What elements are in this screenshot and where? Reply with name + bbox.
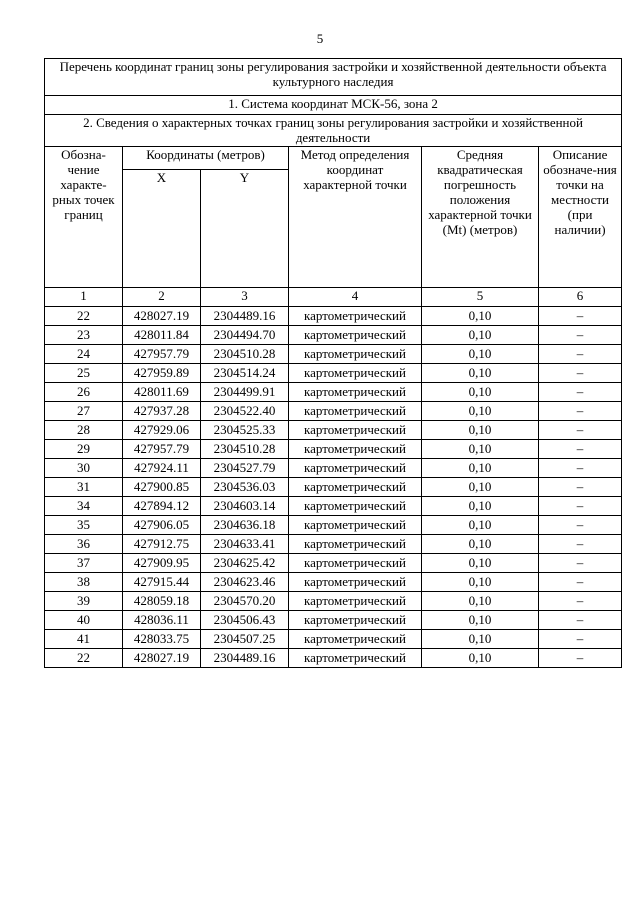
accuracy-cell: 0,10 xyxy=(422,402,539,421)
y-coordinate-cell: 2304625.42 xyxy=(201,554,289,573)
column-number: 1 xyxy=(45,288,123,307)
point-cell: 25 xyxy=(45,364,123,383)
accuracy-cell: 0,10 xyxy=(422,345,539,364)
x-coordinate-cell: 428027.19 xyxy=(123,307,201,326)
description-cell: – xyxy=(539,440,622,459)
header-point-designation: Обозна-чение характе-рных точек границ xyxy=(45,147,123,288)
x-coordinate-cell: 428059.18 xyxy=(123,592,201,611)
y-coordinate-cell: 2304510.28 xyxy=(201,440,289,459)
coordinate-system: 1. Система координат МСК-56, зона 2 xyxy=(45,96,622,115)
method-cell: картометрический xyxy=(289,440,422,459)
x-coordinate-cell: 427957.79 xyxy=(123,440,201,459)
method-cell: картометрический xyxy=(289,307,422,326)
accuracy-cell: 0,10 xyxy=(422,611,539,630)
method-cell: картометрический xyxy=(289,383,422,402)
x-coordinate-cell: 428011.69 xyxy=(123,383,201,402)
accuracy-cell: 0,10 xyxy=(422,649,539,668)
point-cell: 31 xyxy=(45,478,123,497)
coordinates-table xyxy=(44,58,622,668)
y-coordinate-cell: 2304633.41 xyxy=(201,535,289,554)
y-coordinate-cell: 2304536.03 xyxy=(201,478,289,497)
column-number: 6 xyxy=(539,288,622,307)
table-row xyxy=(45,630,622,649)
method-cell: картометрический xyxy=(289,478,422,497)
description-cell: – xyxy=(539,497,622,516)
table-row xyxy=(45,649,622,668)
description-cell: – xyxy=(539,326,622,345)
method-cell: картометрический xyxy=(289,459,422,478)
table-row xyxy=(45,402,622,421)
description-cell: – xyxy=(539,383,622,402)
table-row xyxy=(45,478,622,497)
description-cell: – xyxy=(539,535,622,554)
column-number: 2 xyxy=(123,288,201,307)
description-cell: – xyxy=(539,649,622,668)
y-coordinate-cell: 2304522.40 xyxy=(201,402,289,421)
y-coordinate-cell: 2304525.33 xyxy=(201,421,289,440)
x-coordinate-cell: 427937.28 xyxy=(123,402,201,421)
x-coordinate-cell: 428036.11 xyxy=(123,611,201,630)
header-x: X xyxy=(123,170,201,288)
column-number: 3 xyxy=(201,288,289,307)
method-cell: картометрический xyxy=(289,421,422,440)
y-coordinate-cell: 2304489.16 xyxy=(201,649,289,668)
accuracy-cell: 0,10 xyxy=(422,592,539,611)
point-cell: 28 xyxy=(45,421,123,440)
accuracy-cell: 0,10 xyxy=(422,421,539,440)
header-accuracy: Средняя квадратическая погрешность положения характерной точки (Mt) (метров) xyxy=(422,147,539,288)
x-coordinate-cell: 427906.05 xyxy=(123,516,201,535)
description-cell: – xyxy=(539,402,622,421)
method-cell: картометрический xyxy=(289,364,422,383)
x-coordinate-cell: 428033.75 xyxy=(123,630,201,649)
coordinates-table-body xyxy=(45,307,622,668)
table-row xyxy=(45,307,622,326)
point-cell: 30 xyxy=(45,459,123,478)
method-cell: картометрический xyxy=(289,649,422,668)
method-cell: картометрический xyxy=(289,611,422,630)
x-coordinate-cell: 427912.75 xyxy=(123,535,201,554)
header-description: Описание обозначе-ния точки на местности (при наличии) xyxy=(539,147,622,288)
table-row xyxy=(45,345,622,364)
y-coordinate-cell: 2304636.18 xyxy=(201,516,289,535)
description-cell: – xyxy=(539,364,622,383)
method-cell: картометрический xyxy=(289,402,422,421)
description-cell: – xyxy=(539,307,622,326)
description-cell: – xyxy=(539,516,622,535)
description-cell: – xyxy=(539,573,622,592)
y-coordinate-cell: 2304570.20 xyxy=(201,592,289,611)
table-row xyxy=(45,573,622,592)
x-coordinate-cell: 428011.84 xyxy=(123,326,201,345)
point-cell: 22 xyxy=(45,649,123,668)
point-cell: 27 xyxy=(45,402,123,421)
table-row xyxy=(45,421,622,440)
y-coordinate-cell: 2304499.91 xyxy=(201,383,289,402)
table-row xyxy=(45,554,622,573)
table-row xyxy=(45,497,622,516)
method-cell: картометрический xyxy=(289,535,422,554)
x-coordinate-cell: 427900.85 xyxy=(123,478,201,497)
table-row xyxy=(45,592,622,611)
x-coordinate-cell: 427959.89 xyxy=(123,364,201,383)
column-numbers-row xyxy=(45,288,622,307)
point-cell: 26 xyxy=(45,383,123,402)
table-row xyxy=(45,440,622,459)
accuracy-cell: 0,10 xyxy=(422,307,539,326)
accuracy-cell: 0,10 xyxy=(422,573,539,592)
y-coordinate-cell: 2304527.79 xyxy=(201,459,289,478)
y-coordinate-cell: 2304623.46 xyxy=(201,573,289,592)
accuracy-cell: 0,10 xyxy=(422,630,539,649)
description-cell: – xyxy=(539,345,622,364)
table-row xyxy=(45,516,622,535)
column-number: 4 xyxy=(289,288,422,307)
y-coordinate-cell: 2304494.70 xyxy=(201,326,289,345)
point-cell: 22 xyxy=(45,307,123,326)
accuracy-cell: 0,10 xyxy=(422,554,539,573)
accuracy-cell: 0,10 xyxy=(422,516,539,535)
table-row xyxy=(45,611,622,630)
section-heading: 2. Сведения о характерных точках границ зоны регулирования застройки и хозяйственной деятельности xyxy=(45,115,622,147)
y-coordinate-cell: 2304510.28 xyxy=(201,345,289,364)
header-y: Y xyxy=(201,170,289,288)
x-coordinate-cell: 427929.06 xyxy=(123,421,201,440)
y-coordinate-cell: 2304506.43 xyxy=(201,611,289,630)
accuracy-cell: 0,10 xyxy=(422,535,539,554)
point-cell: 24 xyxy=(45,345,123,364)
x-coordinate-cell: 427894.12 xyxy=(123,497,201,516)
accuracy-cell: 0,10 xyxy=(422,459,539,478)
description-cell: – xyxy=(539,592,622,611)
y-coordinate-cell: 2304514.24 xyxy=(201,364,289,383)
table-row xyxy=(45,383,622,402)
description-cell: – xyxy=(539,459,622,478)
method-cell: картометрический xyxy=(289,592,422,611)
description-cell: – xyxy=(539,554,622,573)
table-title: Перечень координат границ зоны регулирования застройки и хозяйственной деятельности объекта культурного наследия xyxy=(45,59,622,96)
x-coordinate-cell: 427957.79 xyxy=(123,345,201,364)
point-cell: 38 xyxy=(45,573,123,592)
x-coordinate-cell: 427909.95 xyxy=(123,554,201,573)
accuracy-cell: 0,10 xyxy=(422,383,539,402)
accuracy-cell: 0,10 xyxy=(422,478,539,497)
method-cell: картометрический xyxy=(289,326,422,345)
accuracy-cell: 0,10 xyxy=(422,364,539,383)
method-cell: картометрический xyxy=(289,497,422,516)
point-cell: 40 xyxy=(45,611,123,630)
method-cell: картометрический xyxy=(289,573,422,592)
accuracy-cell: 0,10 xyxy=(422,497,539,516)
x-coordinate-cell: 427915.44 xyxy=(123,573,201,592)
point-cell: 29 xyxy=(45,440,123,459)
column-number: 5 xyxy=(422,288,539,307)
table-row xyxy=(45,326,622,345)
method-cell: картометрический xyxy=(289,554,422,573)
point-cell: 37 xyxy=(45,554,123,573)
x-coordinate-cell: 427924.11 xyxy=(123,459,201,478)
page-number: 5 xyxy=(316,31,324,46)
description-cell: – xyxy=(539,630,622,649)
method-cell: картометрический xyxy=(289,516,422,535)
accuracy-cell: 0,10 xyxy=(422,440,539,459)
x-coordinate-cell: 428027.19 xyxy=(123,649,201,668)
point-cell: 36 xyxy=(45,535,123,554)
point-cell: 23 xyxy=(45,326,123,345)
y-coordinate-cell: 2304507.25 xyxy=(201,630,289,649)
point-cell: 35 xyxy=(45,516,123,535)
table-row xyxy=(45,535,622,554)
point-cell: 41 xyxy=(45,630,123,649)
table-row xyxy=(45,364,622,383)
y-coordinate-cell: 2304489.16 xyxy=(201,307,289,326)
description-cell: – xyxy=(539,478,622,497)
header-method: Метод определения координат характерной точки xyxy=(289,147,422,288)
description-cell: – xyxy=(539,421,622,440)
accuracy-cell: 0,10 xyxy=(422,326,539,345)
header-coordinates: Координаты (метров) xyxy=(123,147,289,170)
point-cell: 39 xyxy=(45,592,123,611)
description-cell: – xyxy=(539,611,622,630)
table-row xyxy=(45,459,622,478)
method-cell: картометрический xyxy=(289,345,422,364)
point-cell: 34 xyxy=(45,497,123,516)
method-cell: картометрический xyxy=(289,630,422,649)
y-coordinate-cell: 2304603.14 xyxy=(201,497,289,516)
